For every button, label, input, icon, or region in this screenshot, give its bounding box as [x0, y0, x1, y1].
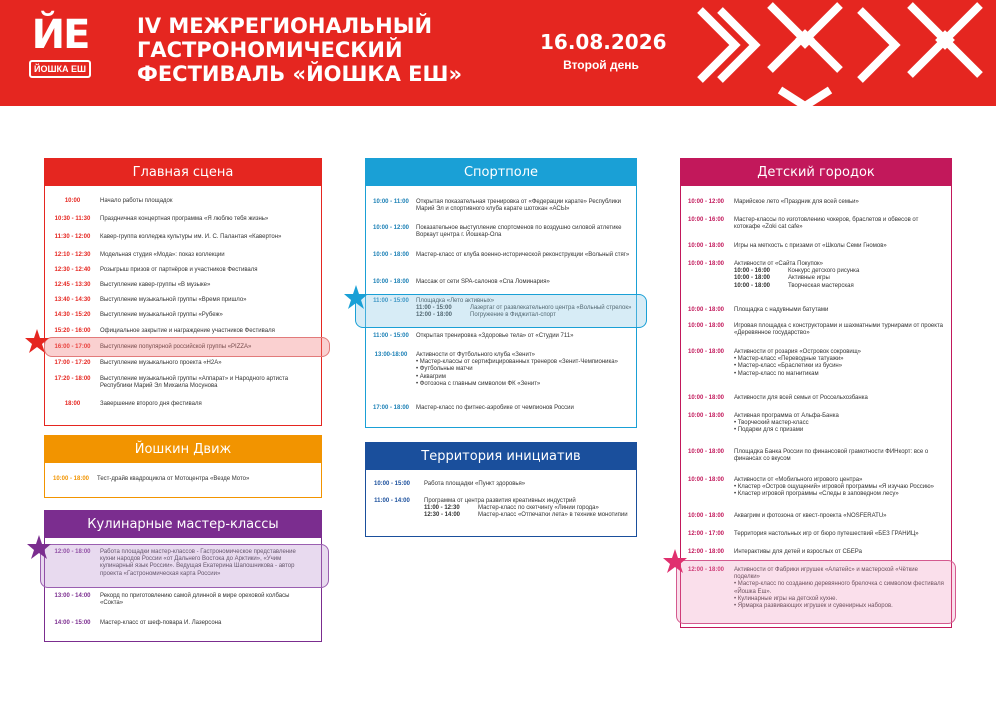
schedule-row: 17:00 - 18:00 Мастер-класс по фитнес-аэробике от чемпионов России [372, 405, 574, 411]
highlight-box [676, 560, 956, 624]
schedule-row: 12:00 - 17:00 Территория настольных игр от бюро путешествий «БЕЗ ГРАНИЦ» [687, 531, 919, 537]
schedule-row: 13:00-18:00 Активности от Футбольного клуба «Зенит» • Мастер-классы от сертифицированных тренеров «Зенит-Чемпионика» • Футбольные матчи • Аквагрим • Фотозона с главным символом ФК «Зенит» [374, 352, 618, 387]
festival-date: 16.08.2026 [540, 30, 667, 54]
festival-day: Второй день [563, 58, 639, 72]
schedule-row: 10:00 - 18:00 Площадка с надувными батутами [687, 307, 829, 313]
kids-title: Детский городок [681, 159, 951, 186]
schedule-row: 10:00 - 18:00 Игры на меткость с призами от «Школы Семи Гномов» [687, 243, 887, 249]
schedule-row: 10:00 - 18:00 Активности от «Сайта Покупок» 10:00 - 16:00 Конкурс детского рисунка 10:00 - 18:00 Активные игры 10:00 - 18:00 Творческая мастерская [687, 261, 860, 289]
schedule-row: 13:00 - 14:00 Рекорд по приготовлению самой длинной в мире ореховой колбасы «Сокта» [54, 593, 290, 607]
schedule-row: 10:00 Начало работы площадок [64, 198, 173, 204]
schedule-row-highlight: 12:00 - 18:00 Работа площадки мастер-классов - Гастрономическое представление кухни народов России «от Дальнего Востока до Арктики», «Учим кулинарный язык России». Ведущая Екатерина Шапошникова - автор проекта «Гастрономическая карта России» [54, 549, 296, 577]
schedule-row: 12:10 - 12:30 Модельная студия «Мода»: показ коллекции [54, 252, 225, 258]
schedule-row: 10:00 - 16:00 Мастер-классы по изготовлению чокеров, браслетов и обвесов от котокафе «Zoki cat cafe» [687, 217, 919, 231]
header-banner [0, 0, 996, 106]
star-icon [662, 548, 688, 574]
schedule-row: 12:00 - 18:00 Интерактивы для детей и взрослых от СБЕРа [687, 549, 862, 555]
schedule-row: 10:30 - 11:30 Праздничная концертная программа «Я люблю тебя жизнь» [54, 216, 269, 222]
schedule-row: 10:00 - 15:00 Работа площадки «Пункт здоровья» [373, 481, 526, 487]
kids-panel [680, 158, 952, 628]
schedule-row: 10:00 - 18:00 Активности от «Мобильного игрового центра» • Кластер «Остров ощущений» игровой программы «Я изучаю Россию» • Кластер игровой программы «Следы в заповедном лесу» [687, 477, 934, 498]
festival-logo [26, 12, 94, 88]
highlight-box [355, 294, 647, 328]
highlight-box [40, 544, 329, 588]
title-line: ФЕСТИВАЛЬ «ЙОШКА ЕШ» [137, 62, 463, 86]
schedule-row: 10:00 - 11:00 Открытая показательная тренировка от «Федерации карате» Республики Марий Эл и спортивного клуба карате шотокан «АСЫ» [373, 199, 621, 213]
culinary-title: Кулинарные мастер-классы [45, 511, 321, 538]
initiatives-title: Территория инициатив [366, 443, 636, 470]
yoshkin-drive-panel [44, 435, 322, 498]
schedule-row: 10:00 - 18:00 Активности для всей семьи от Россельхозбанка [687, 395, 868, 401]
schedule-row: 17:20 - 18:00 Выступление музыкальной группы «Аппарат» и Народного артиста Республики Марий Эл Михаила Мосунова [54, 376, 289, 390]
festival-title [137, 14, 462, 86]
title-line: IV МЕЖРЕГИОНАЛЬНЫЙ [137, 14, 433, 38]
schedule-row: 11:00 - 15:00 Открытая тренировка «Здоровье тела» от «Студии 711» [373, 333, 574, 339]
schedule-row: 10:00 - 18:00 Активная программа от Альфа-Банка • Творческий мастер-класс • Подарки для с призами [687, 413, 839, 434]
yoshkin-drive-title: Йошкин Движ [45, 436, 321, 463]
schedule-row: 12:30 - 12:40 Розыгрыш призов от партнёров и участников Фестиваля [54, 267, 258, 273]
schedule-row: 18:00 Завершение второго дня фестиваля [64, 401, 202, 407]
schedule-row-highlight: 16:00 - 17:00 Выступление популярной российской группы «PIZZA» [54, 344, 252, 350]
logo-badge: ЙОШКА ЕШ [29, 60, 91, 78]
schedule-row: 11:30 - 12:00 Кавер-группа колледжа культуры им. И. С. Палантая «Кавертон» [54, 234, 282, 240]
schedule-row: 10:00 - 18:00 Игровая площадка с конструкторами и шахматными турнирами от проекта «Деревянное государство» [687, 323, 943, 337]
schedule-row: 13:40 - 14:30 Выступление музыкальной группы «Время пришло» [54, 297, 247, 303]
schedule-row: 10:00 - 18:00 Активности от розария «Островок сокровищ» • Мастер-класс «Переводные татуажи» • Мастер-класс «Браслетики из бусин» • Мастер-класс по магнитикам [687, 349, 862, 377]
main-stage-panel [44, 158, 322, 426]
schedule-row-highlight: 12:00 - 18:00 Активности от Фабрики игрушек «Алатейс» и мастерской «Чёткие поделки» • Мастер-класс по созданию деревянного брелочка с символом фестиваля «Йошка Еш». • Кулинарные игры на детской кухне. • Ярмарка развивающих игрушек и сувенирных наборов. [687, 567, 944, 610]
initiatives-panel [365, 442, 637, 537]
schedule-row: 10:00 - 18:00 Массаж от сети SPA-салонов «Спа Ломинария» [372, 279, 550, 285]
schedule-row: 10:00 - 18:00 Площадка Банка России по финансовой грамотности ФИНкорт: все о финансах со вкусом [687, 449, 929, 463]
schedule-row: 10:00 - 18:00 Тест-драйв квадроцикла от Мотоцентра «Везде Мото» [52, 476, 250, 482]
star-icon [26, 534, 52, 560]
logo-mark: ЙЕ [31, 12, 89, 58]
ornament-icon [680, 0, 996, 106]
star-icon [24, 328, 50, 354]
schedule-row: 10:00 - 12:00 Марийское лето «Праздник для всей семьи» [687, 199, 859, 205]
schedule-row: 10:00 - 12:00 Показательное выступление спортсменов по воздушно силовой атлетике Воркаут центра г. Йошкар-Ола [372, 225, 622, 239]
schedule-row: 10:00 - 18:00 Аквагрим и фотозона от квест-проекта «NOSFERATU» [687, 513, 887, 519]
sport-title: Спортполе [366, 159, 636, 186]
schedule-row-highlight: 11:00 - 15:00 Площадка «Лето активных» 11:00 - 15:00 Лазертаг от развлекательного центра «Вольный стрелок» 12:00 - 18:00 Погружение в Фиджитал-спорт [373, 298, 632, 319]
schedule-row: 15:20 - 16:00 Официальное закрытие и награждение участников Фестиваля [54, 328, 275, 334]
sport-panel [365, 158, 637, 428]
schedule-row: 17:00 - 17:20 Выступление музыкального проекта «H2A» [54, 360, 222, 366]
schedule-row: 10:00 - 18:00 Мастер-класс от клуба военно-исторической реконструкции «Вольный стяг» [372, 252, 630, 258]
title-line: ГАСТРОНОМИЧЕСКИЙ [137, 38, 403, 62]
main-stage-title: Главная сцена [45, 159, 321, 186]
schedule-row: 12:45 - 13:30 Выступление кавер-группы «В музыке» [54, 282, 211, 288]
highlight-box [44, 337, 330, 357]
star-icon [343, 284, 369, 310]
schedule-row: 14:30 - 15:20 Выступление музыкальной группы «Рубеж» [54, 312, 223, 318]
schedule-row: 11:00 - 14:00 Программа от центра развития креативных индустрий 11:00 - 12:30 Мастер-класс по скетчингу «Линии города» 12:30 - 14:00 Мастер-класс «Отпечатки лета» в технике монотипии [374, 498, 628, 519]
schedule-row: 14:00 - 15:00 Мастер-класс от шеф-повара И. Лазерсона [54, 620, 222, 626]
